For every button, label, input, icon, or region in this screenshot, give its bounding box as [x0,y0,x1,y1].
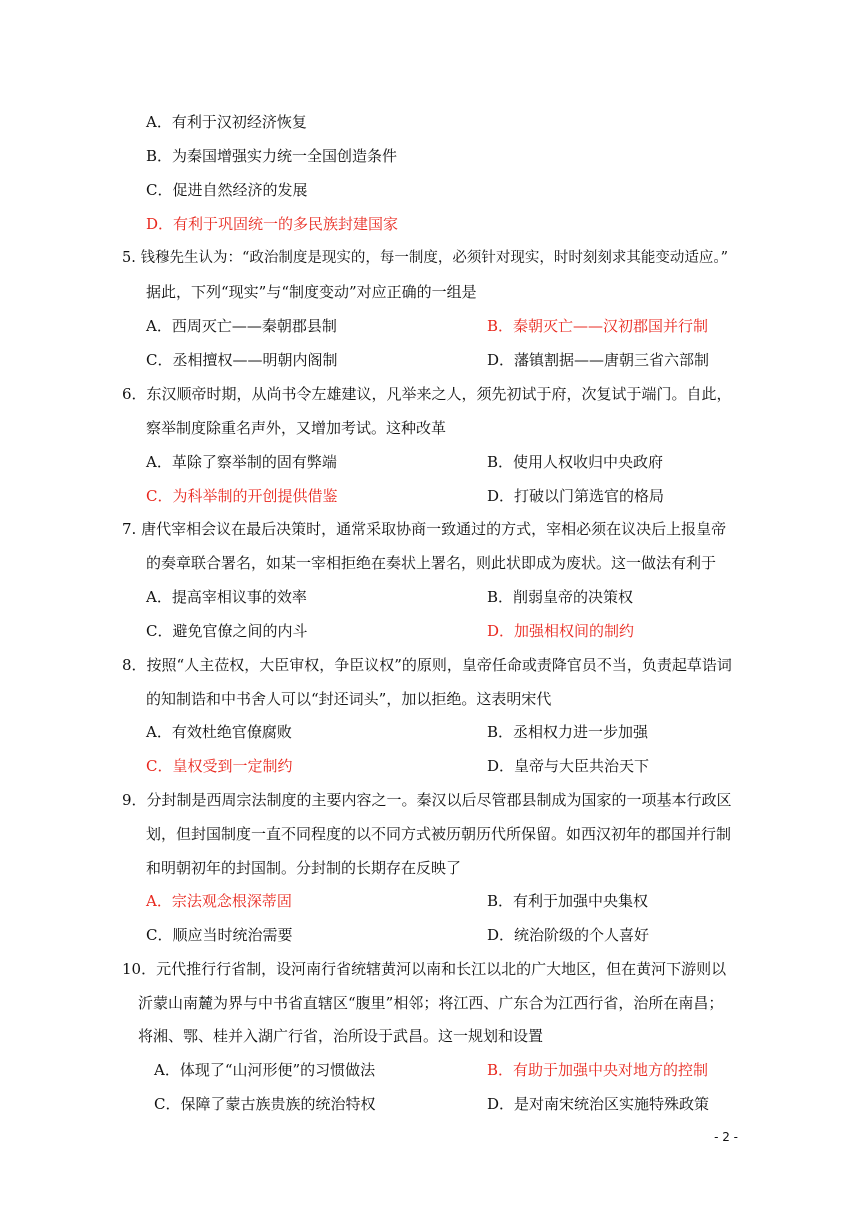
q7-option-d-answer: D．加强相权间的制约 [487,622,635,640]
q6-stem-line2: 察举制度除重名声外，又增加考试。这种改革 [146,419,447,437]
q10-option-c: C．保障了蒙古族贵族的统治特权 [154,1095,376,1113]
page-number: - 2 - [714,1130,738,1144]
q10-option-a: A．体现了“山河形便”的习惯做法 [154,1061,376,1079]
q4-option-a: A．有利于汉初经济恢复 [146,113,307,131]
q6-stem-line1: 6．东汉顺帝时期，从尚书令左雄建议，凡举来之人，须先初试于府，次复试于端门。自此， [122,385,732,403]
q8-option-d: D．皇帝与大臣共治天下 [487,757,650,775]
q6-option-d: D．打破以门第选官的格局 [487,487,665,505]
q5-stem-line1: 5. 钱穆先生认为：“政治制度是现实的，每一制度，必须针对现实，时时刻刻求其能变动适应。” [122,250,729,266]
q9-stem-line1: 9．分封制是西周宗法制度的主要内容之一。秦汉以后尽管郡县制成为国家的一项基本行政区 [122,791,732,809]
q5-option-d: D．藩镇割据——唐朝三省六部制 [487,351,710,369]
q10-stem-line1: 10．元代推行行省制，设河南行省统辖黄河以南和长江以北的广大地区，但在黄河下游则以 [122,960,727,978]
q6-option-a: A．革除了察举制的固有弊端 [146,453,337,471]
q7-stem-line1: 7. 唐代宰相会议在最后决策时，通常采取协商一致通过的方式，宰相必须在议决后上报皇帝 [122,520,727,538]
q9-stem-line2: 划，但封国制度一直不同程度的以不同方式被历朝历代所保留。如西汉初年的郡国并行制 [146,825,732,843]
q5-stem-line2: 据此，下列“现实”与“制度变动”对应正确的一组是 [146,283,477,301]
q7-option-b: B．削弱皇帝的决策权 [487,588,634,606]
q5-option-b-answer: B．秦朝灭亡——汉初郡国并行制 [487,317,709,335]
q7-option-a: A．提高宰相议事的效率 [146,588,307,606]
q7-option-c: C．避免官僚之间的内斗 [146,622,308,640]
q6-option-c-answer: C．为科举制的开创提供借鉴 [146,487,338,505]
q9-option-a-answer: A．宗法观念根深蒂固 [146,892,292,910]
q4-option-d-answer: D．有利于巩固统一的多民族封建国家 [146,215,399,233]
q8-option-b: B．丞相权力进一步加强 [487,723,649,741]
q8-stem-line1: 8．按照“人主莅权，大臣审权，争臣议权”的原则，皇帝任命或责降官员不当，负责起草诰词 [122,656,732,674]
q4-option-b: B．为秦国增强实力统一全国创造条件 [146,147,398,165]
q9-option-c: C．顺应当时统治需要 [146,926,293,944]
q5-option-c: C．丞相擅权——明朝内阁制 [146,351,338,369]
q6-option-b: B．使用人权收归中央政府 [487,453,664,471]
q8-option-a: A．有效杜绝官僚腐败 [146,723,292,741]
q5-option-a: A．西周灭亡——秦朝郡县制 [146,317,337,335]
q9-option-b: B．有利于加强中央集权 [487,892,649,910]
q4-option-c: C．促进自然经济的发展 [146,181,308,199]
q9-option-d: D．统治阶级的个人喜好 [487,926,650,944]
q7-stem-line2: 的奏章联合署名，如某一宰相拒绝在奏状上署名，则此状即成为废状。这一做法有利于 [146,554,717,572]
q10-stem-line3: 将湘、鄂、桂并入湖广行省，治所设于武昌。这一规划和设置 [138,1027,544,1045]
q10-option-b-answer: B．有助于加强中央对地方的控制 [487,1061,709,1079]
q10-option-d: D．是对南宋统治区实施特殊政策 [487,1095,710,1113]
q8-option-c-answer: C．皇权受到一定制约 [146,757,293,775]
q10-stem-line2: 沂蒙山南麓为界与中书省直辖区“腹里”相邻；将江西、广东合为江西行省，治所在南昌； [138,994,724,1012]
q8-stem-line2: 的知制诰和中书舍人可以“封还词头”，加以拒绝。这表明宋代 [146,690,552,708]
q9-stem-line3: 和明朝初年的封国制。分封制的长期存在反映了 [146,859,462,877]
